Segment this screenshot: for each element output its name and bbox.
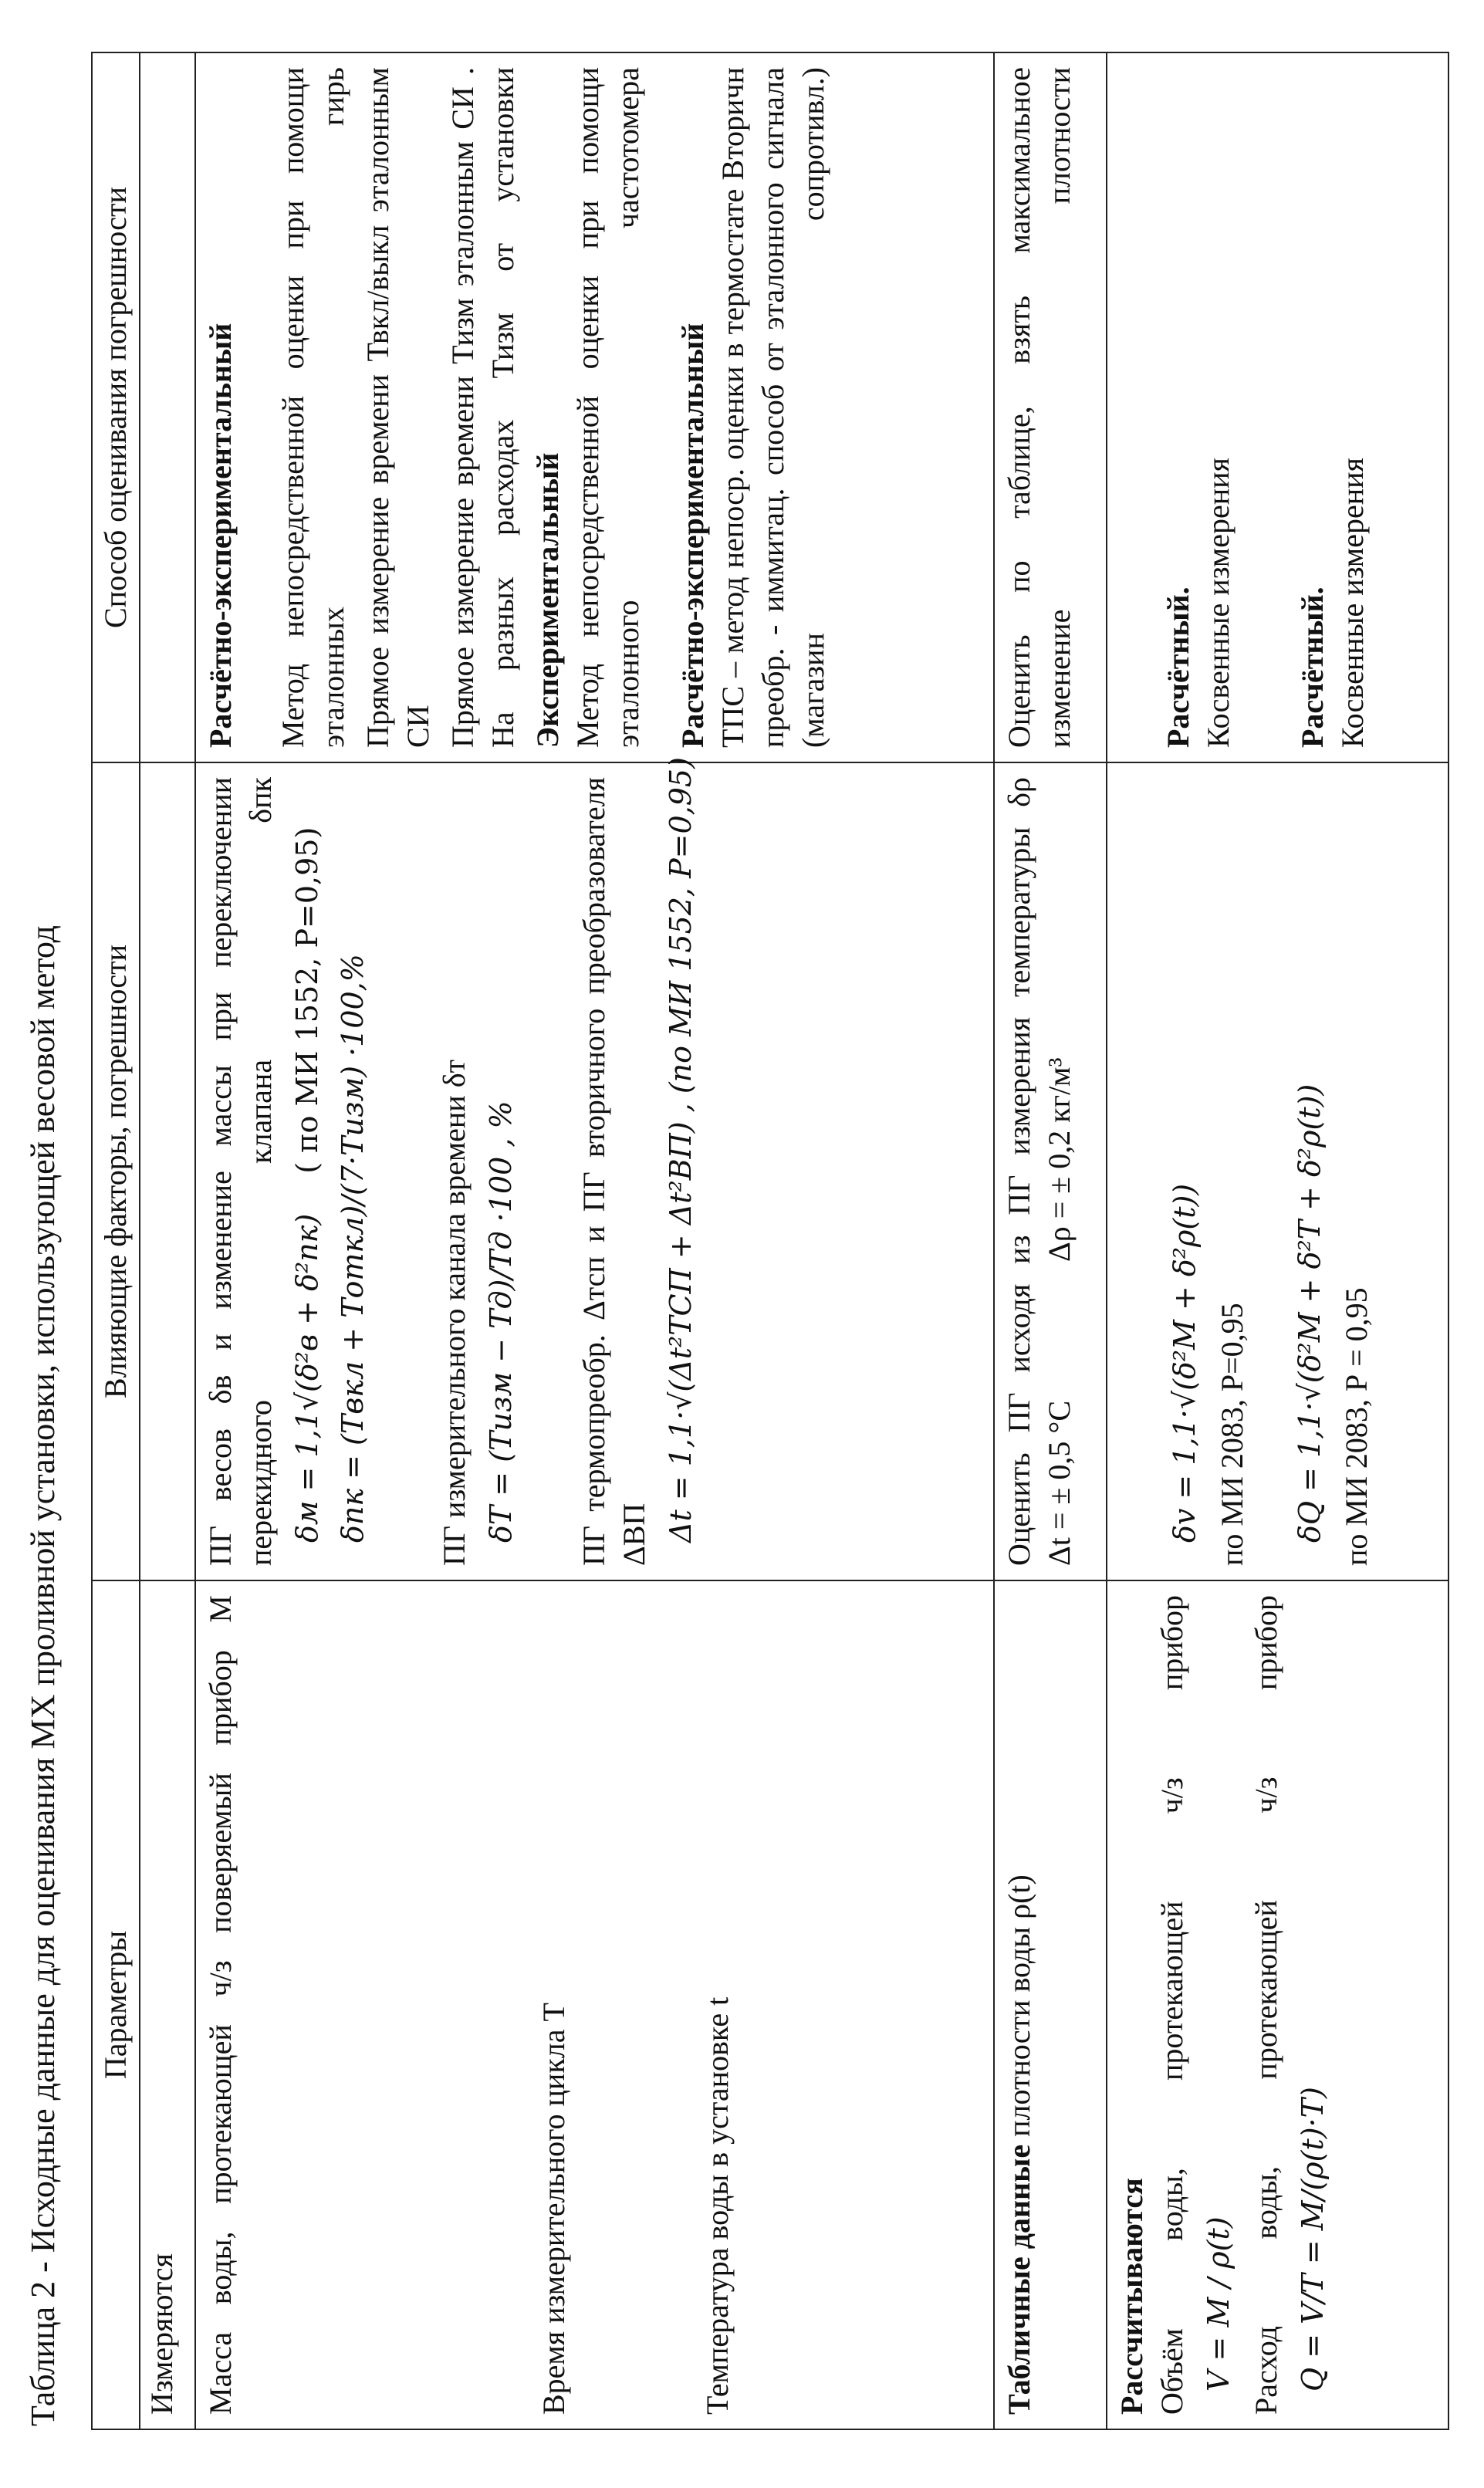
- measured-params-cell: [195, 1580, 994, 2429]
- method-flow-title: Расчётный.: [1295, 587, 1330, 748]
- method-temp-line: ТПС – метод непоср. оценки в термостате Вторичн преобр. - иммитац. способ от эталонного сигнала (магазин сопротивл.): [715, 67, 830, 748]
- method-mass-title: Расчётно-экспериментальный: [202, 323, 238, 748]
- measured-rows: [195, 52, 994, 2429]
- header-row: [92, 52, 140, 2429]
- method-mass-line-3: Прямое измерение времени Тизм эталонным СИ . На разных расходах Тизм от установки: [445, 67, 520, 748]
- method-volume-line: Косвенные измерения: [1201, 458, 1236, 748]
- header-params: Параметры: [92, 1580, 140, 2429]
- calculated-factors-cell: [1107, 762, 1449, 1580]
- param-flow: Расход воды, протекающей ч/з прибор: [1248, 1595, 1283, 2415]
- tabular-row: [994, 52, 1107, 2429]
- formula-flow: δQ = 1,1·√(δ²М + δ²Т + δ²ρ(t)): [1292, 1083, 1327, 1543]
- note-volume: по МИ 2083, Р=0,95: [1214, 1303, 1249, 1566]
- factor-mass: ПГ весов δв и изменение массы при переключении перекидного клапана δпк: [202, 777, 278, 1566]
- param-flow-formula: Q = V/T = M/(ρ(t)·T): [1295, 2087, 1330, 2392]
- tabular-method: Оценить по таблице, взять максимальное изменение плотности: [1001, 67, 1077, 748]
- factor-temp: ПГ термопреобр. Δтсп и ПГ вторичного преобразователя ΔВП: [576, 777, 652, 1566]
- header-method: Способ оценивания погрешности: [92, 52, 140, 762]
- tabular-dt: Δt = ± 0,5 °С: [1041, 1400, 1077, 1566]
- formula-temp: Δt = 1,1·√(Δt²ТСП + Δt²ВП) , (по МИ 1552, Р=0,95): [664, 757, 698, 1543]
- measured-method-cell: [195, 52, 994, 762]
- formula-volume: δv = 1,1·√(δ²М + δ²ρ(t)): [1168, 1183, 1202, 1543]
- calculated-method-cell: [1107, 52, 1449, 762]
- method-mass-line-1: Метод непосредственной оценки при помощи эталонных гирь: [275, 67, 350, 748]
- method-mass-line-2: Прямое измерение времени Твкл/выкл эталонным СИ: [360, 67, 435, 748]
- calculated-rows: [1107, 52, 1449, 2429]
- method-time-line: Метод непосредственной оценки при помощи эталонного частотомера: [570, 67, 645, 748]
- param-volume: Объём воды, протекающей ч/з прибор: [1154, 1595, 1190, 2415]
- method-temp-title: Расчётно-экспериментальный: [674, 323, 710, 748]
- tabular-values: [1039, 777, 1080, 1566]
- param-volume-formula: V = M / ρ(t): [1202, 2216, 1236, 2392]
- formula-mass-1: δм = 1,1√(δ²в + δ²пк) ( по МИ 1552, Р=0,95): [289, 827, 324, 1543]
- table-caption: Таблица 2 - Исходные данные для оценивания МХ проливной установки, использующей весовой метод: [24, 925, 62, 2426]
- measured-factors-cell: [195, 757, 994, 1580]
- tabular-factor-text: Оценить ПГ исходя из ПГ измерения температуры δρ: [1001, 777, 1036, 1566]
- calculated-section-title: Рассчитываются: [1114, 2178, 1150, 2415]
- method-volume-title: Расчётный.: [1161, 587, 1196, 748]
- calculated-params-cell: [1107, 1580, 1449, 2429]
- param-temp: Температура воды в установке t: [699, 1996, 735, 2415]
- method-time-title: Экспериментальный: [529, 452, 565, 748]
- tabular-param-cell: [994, 1580, 1107, 2429]
- measured-section-row: [140, 52, 195, 2429]
- measured-section-title: Измеряются: [140, 1580, 195, 2429]
- header-factors: Влияющие факторы, погрешности: [92, 762, 140, 1580]
- tabular-drho: Δρ = ± 0,2 кг/м³: [1041, 1057, 1077, 1262]
- tabular-param-rest: плотности воды ρ(t): [1001, 1874, 1036, 2145]
- tabular-factor-cell: [994, 762, 1107, 1580]
- note-flow: по МИ 2083, Р = 0,95: [1339, 1287, 1374, 1566]
- formula-time: δТ = (Тизм − Тд)/Тд ·100 , %: [483, 1100, 518, 1543]
- formula-mass-2: δпк = (Твкл + Тоткл)/(7·Тизм) ·100,%: [336, 954, 370, 1543]
- param-time: Время измерительного цикла Т: [536, 2003, 571, 2415]
- method-flow-line: Косвенные измерения: [1335, 458, 1371, 748]
- factor-time: ПГ измерительного канала времени δт: [436, 1059, 472, 1566]
- tabular-param-bold: Табличные данные: [1001, 2144, 1036, 2415]
- tabular-method-cell: [994, 52, 1107, 762]
- data-table: [91, 52, 1449, 2430]
- param-mass: Масса воды, протекающей ч/з поверяемый прибор М: [202, 1595, 238, 2415]
